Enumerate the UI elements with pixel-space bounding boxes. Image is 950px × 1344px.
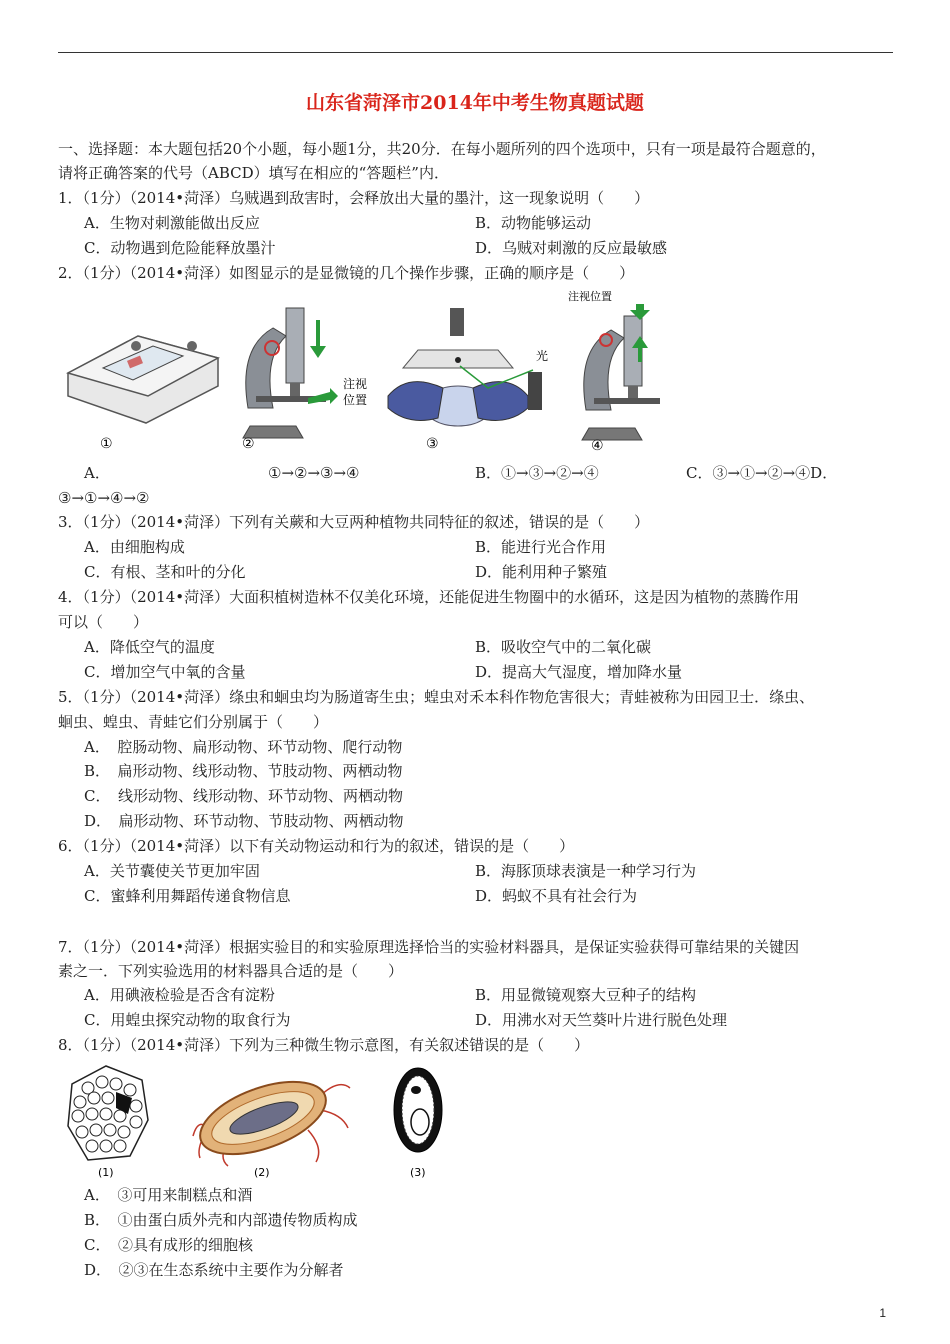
q5-stem-line-1: 5．（1分）（2014•菏泽）绦虫和蛔虫均为肠道寄生虫；蝗虫对禾本科作物危害很大；青蛙被称为田园卫士．绦虫、 [58,688,815,706]
header-rule [58,52,893,53]
q3-stem: 3．（1分）（2014•菏泽）下列有关蕨和大豆两种植物共同特征的叙述，错误的是（ ） [58,513,650,531]
intro-line-1: 一、选择题：本大题包括20个小题，每小题1分，共20分．在每小题所列的四个选项中，只有一项是最符合题意的， [58,140,826,158]
step-1-label: ① [100,436,113,452]
q2-option-d: ③→①→④→② [58,489,150,507]
step-4-zhushi-weizhi-label: 注视位置 [568,290,612,303]
q6-stem: 6．（1分）（2014•菏泽）以下有关动物运动和行为的叙述，错误的是（ ） [58,837,575,855]
q3-option-c: C．有根、茎和叶的分化 [84,563,246,581]
virus-illustration [68,1066,148,1160]
q2-stem: 2．（1分）（2014•菏泽）如图显示的是显微镜的几个操作步骤，正确的顺序是（ ） [58,264,635,282]
q4-option-a: A．降低空气的温度 [84,638,215,656]
step-2-microscope-illustration [243,308,338,438]
q1-option-a: A．生物对刺激能做出反应 [84,214,260,232]
page-title: 山东省菏泽市2014年中考生物真题试题 [306,92,644,114]
q7-stem-line-2: 素之一．下列实验选用的材料器具合适的是（ ） [58,962,404,980]
intro-line-2: 请将正确答案的代号（ABCD）填写在相应的“答题栏”内． [58,164,449,182]
q3-option-b: B．能进行光合作用 [475,538,607,556]
step-1-slide-illustration [68,336,218,423]
q8-option-c: C． ②具有成形的细胞核 [84,1236,253,1254]
q4-stem-line-2: 可以（ ） [58,613,149,631]
microbe-1-label: (1) [98,1166,114,1179]
q7-option-d: D．用沸水对天竺葵叶片进行脱色处理 [475,1011,728,1029]
microbe-3-label: (3) [410,1166,426,1179]
q6-option-c: C．蜜蜂利用舞蹈传递食物信息 [84,887,291,905]
q5-option-c: C． 线形动物、线形动物、环节动物、两栖动物 [84,787,403,805]
microbe-2-label: (2) [254,1166,270,1179]
step-2-weizhi-label: 位置 [343,393,368,407]
q6-option-a: A．关节囊使关节更加牢固 [84,862,260,880]
microbes-figure [58,1058,478,1180]
q6-option-d: D．蚂蚁不具有社会行为 [475,887,638,905]
q2-option-a-sequence: ①→②→③→④ [268,464,360,482]
q2-option-a-label: A． [84,464,110,482]
q2-option-b: B．①→③→②→④ [475,464,599,482]
q7-stem-line-1: 7．（1分）（2014•菏泽）根据实验目的和实验原理选择恰当的实验材料器具，是保证实验获得可靠结果的关键因 [58,938,800,956]
step-2-label: ② [242,436,255,452]
microscope-steps-figure [58,288,698,456]
q4-option-b: B．吸收空气中的二氧化碳 [475,638,652,656]
q7-option-b: B．用显微镜观察大豆种子的结构 [475,986,697,1004]
bacterium-illustration [191,1067,350,1169]
q7-option-c: C．用蝗虫探究动物的取食行为 [84,1011,291,1029]
q8-option-b: B． ①由蛋白质外壳和内部遗传物质构成 [84,1211,358,1229]
yeast-illustration [394,1068,442,1152]
step-4-microscope-illustration [582,304,660,440]
q5-option-d: D． 扁形动物、环节动物、节肢动物、两栖动物 [84,812,404,830]
q7-option-a: A．用碘液检验是否含有淀粉 [84,986,275,1004]
step-4-label: ④ [591,438,604,454]
q5-option-a: A． 腔肠动物、扁形动物、环节动物、爬行动物 [84,738,403,756]
q5-stem-line-2: 蛔虫、蝗虫、青蛙它们分别属于（ ） [58,713,329,731]
step-3-light-label: 光 [536,349,549,363]
step-3-observe-illustration [388,308,542,426]
q6-option-b: B．海豚顶球表演是一种学习行为 [475,862,697,880]
q1-option-c: C．动物遇到危险能释放墨汁 [84,239,276,257]
q4-option-c: C．增加空气中氧的含量 [84,663,246,681]
q4-stem-line-1: 4．（1分）（2014•菏泽）大面积植树造林不仅美化环境，还能促进生物圈中的水循环，这是因为植物的蒸腾作用 [58,588,800,606]
q5-option-b: B． 扁形动物、线形动物、节肢动物、两栖动物 [84,762,403,780]
q1-option-b: B．动物能够运动 [475,214,592,232]
q8-stem: 8．（1分）（2014•菏泽）下列为三种微生物示意图，有关叙述错误的是（ ） [58,1036,590,1054]
q1-option-d: D．乌贼对刺激的反应最敏感 [475,239,668,257]
q3-option-a: A．由细胞构成 [84,538,185,556]
q1-stem: 1．（1分）（2014•菏泽）乌贼遇到敌害时，会释放出大量的墨汁，这一现象说明（ ） [58,189,650,207]
step-2-zhushi-label: 注视 [343,377,368,391]
q2-option-c: C．③→①→②→④D． [686,464,838,482]
q8-option-a: A． ③可用来制糕点和酒 [84,1186,253,1204]
step-3-label: ③ [426,436,439,452]
page-number: 1 [879,1306,886,1320]
q8-option-d: D． ②③在生态系统中主要作为分解者 [84,1261,344,1279]
q4-option-d: D．提高大气湿度，增加降水量 [475,663,683,681]
q3-option-d: D．能利用种子繁殖 [475,563,608,581]
